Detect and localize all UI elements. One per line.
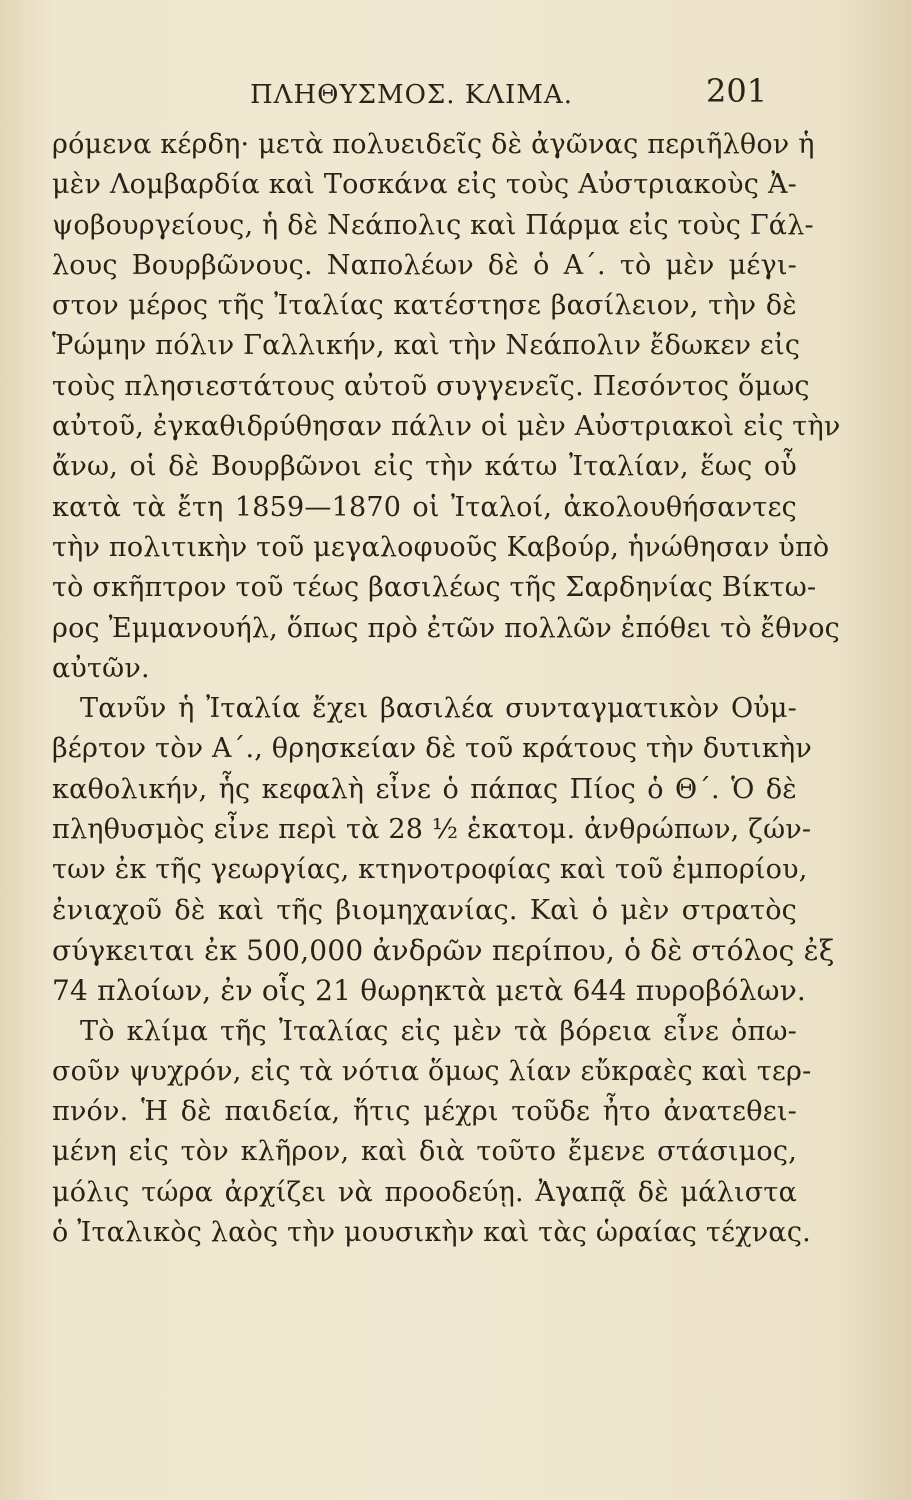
text-line: λους Βουρβῶνους. Ναπολέων δὲ ὁ Α΄. τὸ μὲν μέγι- xyxy=(52,249,797,281)
text-line: σύγκειται ἐκ 500,000 ἀνδρῶν περίπου, ὁ δὲ στόλος ἐξ xyxy=(52,933,835,967)
text-line: αὐτοῦ, ἐγκαθιδρύθησαν πάλιν οἱ μὲν Αὐστριακοὶ εἰς τὴν xyxy=(52,411,841,443)
text-line: βέρτον τὸν Α΄., θρησκείαν δὲ τοῦ κράτους τὴν δυτικὴν xyxy=(52,733,812,765)
text-line: πνόν. Ἡ δὲ παιδεία, ἥτις μέχρι τοῦδε ἦτο ἀνατεθει- xyxy=(52,1096,797,1128)
text-line: μὲν Λομβαρδία καὶ Τοσκάνα εἰς τοὺς Αὐστριακοὺς Ἀ- xyxy=(52,169,797,201)
text-line: ἐνιαχοῦ δὲ καὶ τῆς βιομηχανίας. Καὶ ὁ μὲν στρατὸς xyxy=(52,894,797,926)
text-line: ἄνω, οἱ δὲ Βουρβῶνοι εἰς τὴν κάτω Ἰταλίαν, ἕως οὗ xyxy=(52,451,797,483)
text-line: στον μέρος τῆς Ἰταλίας κατέστησε βασίλειον, τὴν δὲ xyxy=(52,290,797,322)
text-line: ρος Ἐμμανουήλ, ὅπως πρὸ ἐτῶν πολλῶν ἐπόθει τὸ ἔθνος xyxy=(52,612,840,644)
text-line: καθολικήν, ἧς κεφαλὴ εἶνε ὁ πάπας Πίος ὁ Θ΄. Ὁ δὲ xyxy=(52,773,797,805)
text-line: σοῦν ψυχρόν, εἰς τὰ νότια ὅμως λίαν εὔκραὲς καὶ τερ- xyxy=(52,1055,812,1087)
text-line: μένη εἰς τὸν κλῆρον, καὶ διὰ τοῦτο ἔμενε στάσιμος, xyxy=(52,1136,797,1168)
text-line: των ἐκ τῆς γεωργίας, κτηνοτροφίας καὶ τοῦ ἐμπορίου, xyxy=(52,854,808,886)
page-number: 201 xyxy=(706,72,768,110)
text-line: ρόμενα κέρδη· μετὰ πολυειδεῖς δὲ ἀγῶνας περιῆλθον ἡ xyxy=(52,129,815,160)
text-line: τοὺς πλησιεστάτους αὐτοῦ συγγενεῖς. Πεσόντος ὅμως xyxy=(52,370,810,402)
text-line: ὁ Ἰταλικὸς λαὸς τὴν μουσικὴν καὶ τὰς ὡραίας τέχνας. xyxy=(52,1217,811,1249)
text-line: ψοβουργείους, ἡ δὲ Νεάπολις καὶ Πάρμα εἰς τοὺς Γάλ- xyxy=(52,209,814,241)
running-head: ΠΛΗΘΥΣΜΟΣ. ΚΛΙΜΑ. xyxy=(250,80,573,110)
text-line: μόλις τώρα ἀρχίζει νὰ προοδεύῃ. Ἀγαπᾷ δὲ μάλιστα xyxy=(52,1176,797,1208)
text-line: Τὸ κλίμα τῆς Ἰταλίας εἰς μὲν τὰ βόρεια εἶνε ὁπω- xyxy=(80,1015,797,1047)
text-line: τὸ σκῆπτρον τοῦ τέως βασιλέως τῆς Σαρδηνίας Βίκτω- xyxy=(52,572,817,604)
text-line: Ῥώμην πόλιν Γαλλικήν, καὶ τὴν Νεάπολιν ἔδωκεν εἰς xyxy=(52,330,801,362)
text-line: αὐτῶν. xyxy=(52,652,150,684)
text-line: κατὰ τὰ ἔτη 1859—1870 οἱ Ἰταλοί, ἀκολουθήσαντες xyxy=(52,491,797,523)
text-line: Τανῦν ἡ Ἰταλία ἔχει βασιλέα συνταγματικὸν Οὐμ- xyxy=(80,693,797,725)
text-line: πληθυσμὸς εἶνε περὶ τὰ 28 ½ ἑκατομ. ἀνθρώπων, ζών- xyxy=(52,814,812,846)
text-line: τὴν πολιτικὴν τοῦ μεγαλοφυοῦς Καβούρ, ἡνώθησαν ὑπὸ xyxy=(52,531,830,563)
page-header xyxy=(0,72,911,116)
text-line: 74 πλοίων, ἐν οἷς 21 θωρηκτὰ μετὰ 644 πυροβόλων. xyxy=(52,974,807,1008)
body-text xyxy=(52,125,841,1253)
